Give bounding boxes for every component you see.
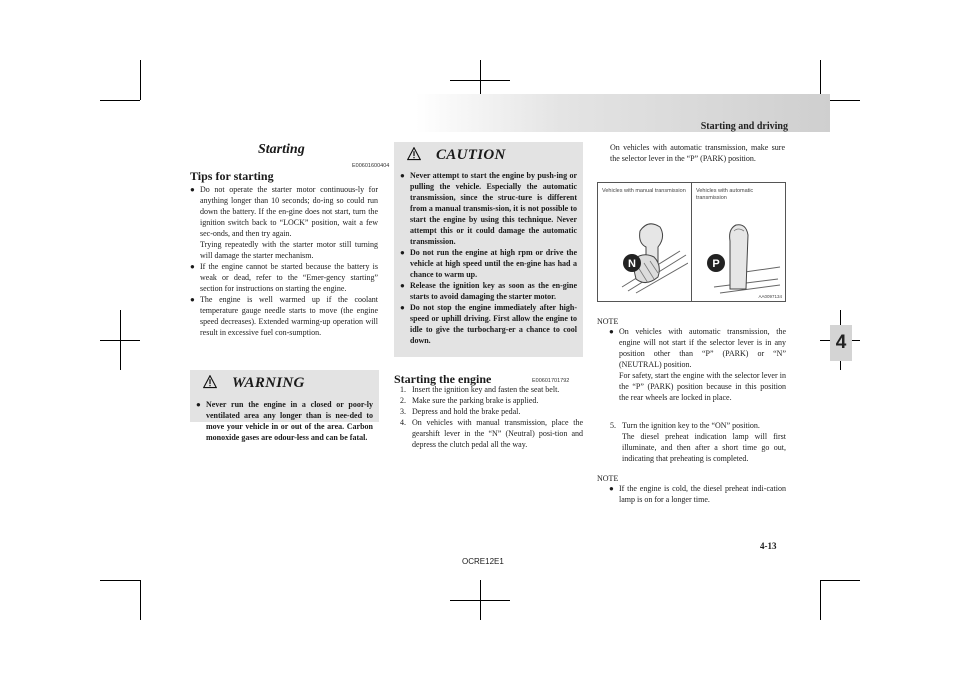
note-continuation: For safety, start the engine with the selector lever in the “P” (PARK) position because in this position the rear wheels are locked in place. bbox=[619, 371, 786, 402]
caution-label: CAUTION bbox=[436, 147, 506, 163]
warning-item: ● Never run the engine in a closed or poor-ly ventilated area any longer than is nee-ded to move your vehicle in or out of the area. Carbon monoxide gases are odour-less and can be fatal. bbox=[196, 399, 373, 443]
note-2 bbox=[597, 474, 786, 505]
step-5-detail: The diesel preheat indication lamp will first illuminate, and then after a short time go out, indicating that preheating is completed. bbox=[622, 432, 786, 463]
warning-header bbox=[190, 370, 379, 398]
manual-caption: Vehicles with manual transmission bbox=[602, 188, 686, 194]
crop-mark bbox=[100, 580, 140, 581]
crop-mark bbox=[140, 60, 141, 100]
caution-body bbox=[394, 170, 583, 346]
crop-mark bbox=[450, 600, 510, 601]
warning-label: WARNING bbox=[232, 375, 305, 391]
engine-heading: Starting the engine bbox=[394, 372, 492, 386]
start-steps bbox=[400, 384, 583, 450]
crop-mark bbox=[820, 580, 860, 581]
caution-header bbox=[394, 142, 583, 170]
title-code: E00601600404 bbox=[352, 163, 390, 169]
tip-continuation: Trying repeatedly with the starter motor still turning will damage the starter mechanism. bbox=[200, 240, 378, 260]
step-item: 2. Make sure the parking brake is applied. bbox=[400, 396, 539, 405]
caution-item: ● Do not stop the engine immediately after high-speed or uphill driving. First allow the engine to idle to give the turbocharg-er a chance to cool down. bbox=[400, 302, 577, 346]
auto-intro: On vehicles with automatic transmission, make sure the selector lever in the “P” (PARK) position. bbox=[610, 143, 785, 163]
crop-mark bbox=[100, 340, 140, 341]
tips-section bbox=[190, 169, 378, 338]
crop-mark bbox=[100, 100, 140, 101]
doc-code: OCRE12E1 bbox=[462, 557, 504, 566]
tip-item: ● The engine is well warmed up if the coolant temperature gauge needle starts to move (the engine speed decreases). Extended warming-up operation will result in excessive fuel con-sumption. bbox=[190, 294, 378, 338]
auto-lever-illustration bbox=[694, 205, 782, 297]
warning-triangle-icon bbox=[203, 375, 217, 389]
chapter-tab: 4 bbox=[830, 325, 852, 361]
note-label: NOTE bbox=[597, 474, 619, 483]
step-5 bbox=[610, 420, 786, 464]
caution-box bbox=[394, 142, 583, 357]
step-item: 1. Insert the ignition key and fasten the seat belt. bbox=[400, 385, 560, 394]
figure-divider bbox=[691, 183, 692, 301]
shift-lever-figure bbox=[597, 182, 786, 302]
tips-heading: Tips for starting bbox=[190, 169, 274, 183]
manual-gear-letter: N bbox=[628, 258, 636, 270]
crop-mark bbox=[450, 80, 510, 81]
step-5-text: 5. Turn the ignition key to the “ON” position. bbox=[610, 421, 760, 430]
tip-item: ● Do not operate the starter motor continuous-ly for anything longer than 10 seconds; do-ing so could run down the battery. If the en-gine does not start, turn the ignition switch back to “LOCK” position, wait a few sec-onds, and then try again. bbox=[190, 184, 378, 239]
crop-mark bbox=[820, 580, 821, 620]
auto-caption: Vehicles with automatic transmission bbox=[696, 188, 754, 201]
figure-code: AA0097134 bbox=[758, 294, 782, 299]
caution-item: ● Never attempt to start the engine by push-ing or pulling the vehicle. Especially the automatic transmission, since the struc-ture is different from a manual transmis-sion, it is not possible to start the engine by using this technique. Never attempt this or it could damage the automatic transmission. bbox=[400, 170, 577, 247]
caution-item: ● Release the ignition key as soon as the en-gine starts to avoid damaging the starter motor. bbox=[400, 280, 577, 302]
note-label: NOTE bbox=[597, 317, 619, 326]
caution-item: ● Do not run the engine at high rpm or drive the vehicle at high speed until the en-gine has had a chance to warm up. bbox=[400, 247, 577, 280]
note-item: ● If the engine is cold, the diesel preheat indi-cation lamp is on for a longer time. bbox=[609, 483, 786, 505]
warning-body bbox=[190, 398, 379, 443]
note-1 bbox=[597, 317, 786, 403]
step-item: 4. On vehicles with manual transmission, place the gearshift lever in the “N” (Neutral) posi-tion and depress the clutch pedal all the way. bbox=[400, 418, 583, 449]
engine-code: E00601701792 bbox=[532, 378, 570, 384]
page-number: 4-13 bbox=[760, 541, 777, 551]
warning-box bbox=[190, 370, 379, 442]
manual-lever-illustration bbox=[602, 205, 688, 297]
crop-mark bbox=[140, 580, 141, 620]
page-title: Starting bbox=[258, 142, 305, 157]
section-header: Starting and driving bbox=[700, 121, 788, 132]
caution-triangle-icon bbox=[407, 147, 421, 161]
tip-item: ● If the engine cannot be started because the battery is weak or dead, refer to the “Emer-gency starting” section for instructions on starting the engine. bbox=[190, 261, 378, 294]
step-item: 3. Depress and hold the brake pedal. bbox=[400, 407, 521, 416]
auto-gear-letter: P bbox=[712, 258, 720, 270]
note-item: ● On vehicles with automatic transmission, the engine will not start if the selector lever is in any position other than “P” (PARK) or “N” (NEUTRAL) position. bbox=[609, 326, 786, 370]
